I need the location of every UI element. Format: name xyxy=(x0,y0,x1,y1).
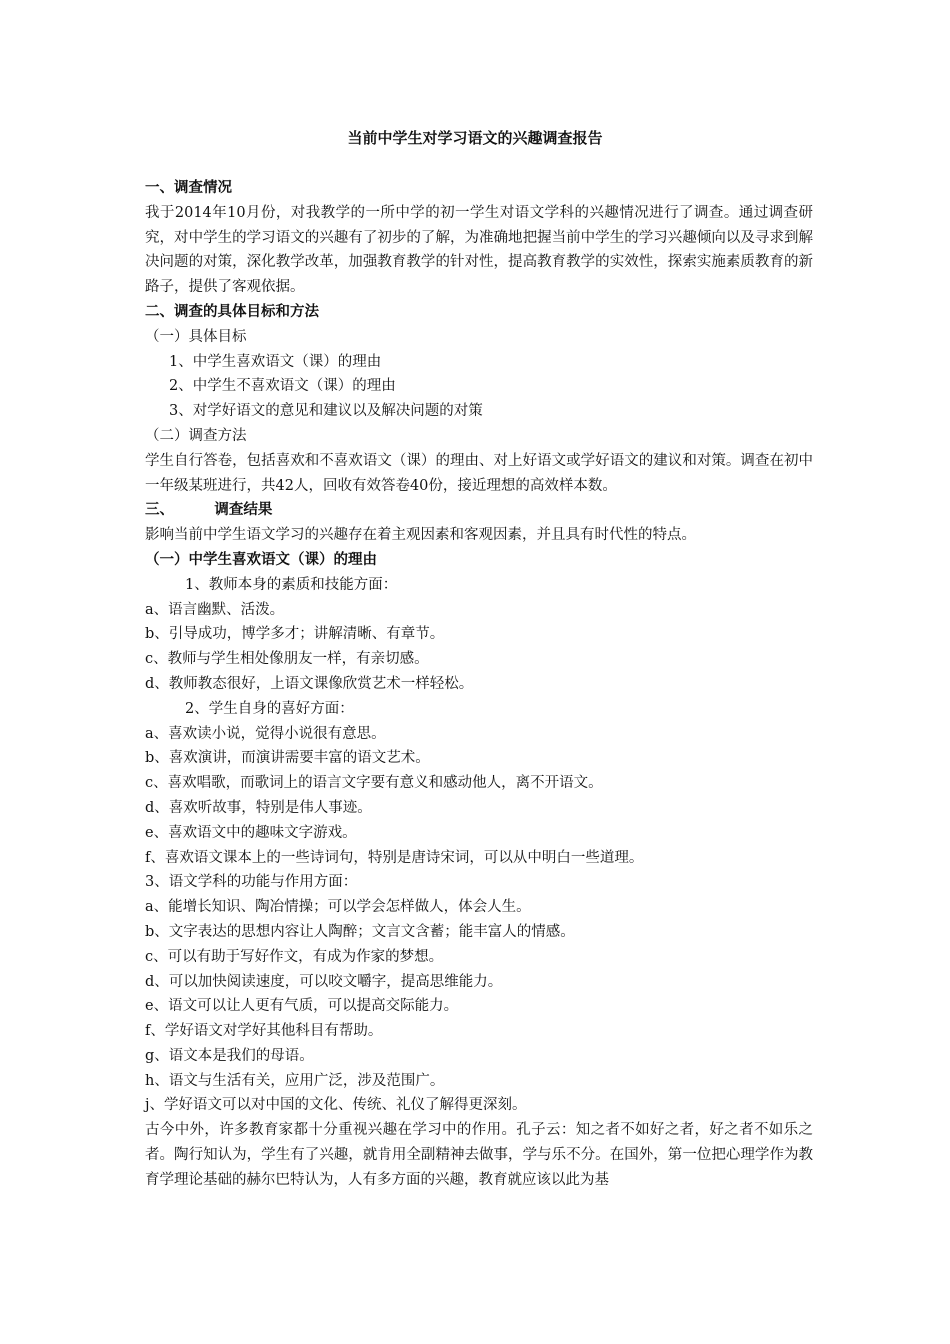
list-item: a、语言幽默、活泼。 xyxy=(145,601,285,618)
list-item: f、喜欢语文课本上的一些诗词句，特别是唐诗宋词，可以从中明白一些道理。 xyxy=(145,849,644,866)
list-item: b、喜欢演讲，而演讲需要丰富的语文艺术。 xyxy=(145,750,430,767)
list-item: b、文字表达的思想内容让人陶醉；文言文含蓄；能丰富人的情感。 xyxy=(145,923,575,940)
list-item: a、能增长知识、陶冶情操；可以学会怎样做人，体会人生。 xyxy=(145,899,531,916)
list-item: c、教师与学生相处像朋友一样，有亲切感。 xyxy=(145,651,429,668)
list-item: g、语文本是我们的母语。 xyxy=(145,1047,314,1064)
list-item: b、引导成功，博学多才；讲解清晰、有章节。 xyxy=(145,626,445,643)
paragraph: 我于2014年10月份，对我教学的一所中学的初一学生对语文学科的兴趣情况进行了调查。通过调查研究，对中学生的学习语文的兴趣有了初步的了解，为准确地把握当前中学生的学习兴趣倾向以及寻求到解决问题的对策，深化教学改革，加强教育教学的针对性，提高教育教学的实效性，探索实施素质教育的新路子，提供了客观依据。 xyxy=(145,204,813,296)
list-item: c、可以有助于写好作文，有成为作家的梦想。 xyxy=(145,948,444,965)
list-item: j、学好语文可以对中国的文化、传统、礼仪了解得更深刻。 xyxy=(145,1097,527,1114)
section-heading: 一、调查情况 xyxy=(145,180,232,196)
section-heading: 三、 调查结果 xyxy=(145,502,273,519)
group-title: 3、语文学科的功能与作用方面： xyxy=(145,874,358,891)
list-item: c、喜欢唱歌，而歌词上的语言文字要有意义和感动他人，离不开语文。 xyxy=(145,775,603,792)
list-item: f、学好语文对学好其他科目有帮助。 xyxy=(145,1023,383,1040)
list-item: e、喜欢语文中的趣味文字游戏。 xyxy=(145,824,357,841)
paragraph: 影响当前中学生语文学习的兴趣存在着主观因素和客观因素，并且具有时代性的特点。 xyxy=(145,527,696,544)
group-title: 2、学生自身的喜好方面： xyxy=(185,700,354,717)
list-item: 1、中学生喜欢语文（课）的理由 xyxy=(169,353,382,370)
subsection-heading: （一）中学生喜欢语文（课）的理由 xyxy=(145,551,377,568)
section-heading: 二、调查的具体目标和方法 xyxy=(145,303,319,320)
list-item: 2、中学生不喜欢语文（课）的理由 xyxy=(169,378,396,395)
document-title: 当前中学生对学习语文的兴趣调查报告 xyxy=(347,129,603,147)
list-item: 3、对学好语文的意见和建议以及解决问题的对策 xyxy=(169,403,483,420)
subsection-heading: （一）具体目标 xyxy=(145,328,247,345)
list-item: a、喜欢读小说，觉得小说很有意思。 xyxy=(145,725,386,742)
list-item: d、教师教态很好，上语文课像欣赏艺术一样轻松。 xyxy=(145,675,474,692)
paragraph: 古今中外，许多教育家都十分重视兴趣在学习中的作用。孔子云：知之者不如好之者，好之者不如乐之者。陶行知认为，学生有了兴趣，就肯用全副精神去做事，学与乐不分。在国外，第一位把心理学作为教育学理论基础的赫尔巴特认为，人有多方面的兴趣，教育就应该以此为基 xyxy=(145,1122,813,1188)
list-item: d、可以加快阅读速度，可以咬文嚼字，提高思维能力。 xyxy=(145,973,503,990)
subsection-heading: （二）调查方法 xyxy=(145,427,247,444)
list-item: h、语文与生活有关，应用广泛，涉及范围广。 xyxy=(145,1072,445,1089)
group-title: 1、教师本身的素质和技能方面： xyxy=(185,576,398,593)
list-item: d、喜欢听故事，特别是伟人事迹。 xyxy=(145,799,372,816)
paragraph: 学生自行答卷，包括喜欢和不喜欢语文（课）的理由、对上好语文或学好语文的建议和对策。调查在初中一年级某班进行，共42人，回收有效答卷40份，接近理想的高效样本数。 xyxy=(145,452,813,494)
list-item: e、语文可以让人更有气质，可以提高交际能力。 xyxy=(145,998,459,1015)
document-body xyxy=(145,176,813,1193)
